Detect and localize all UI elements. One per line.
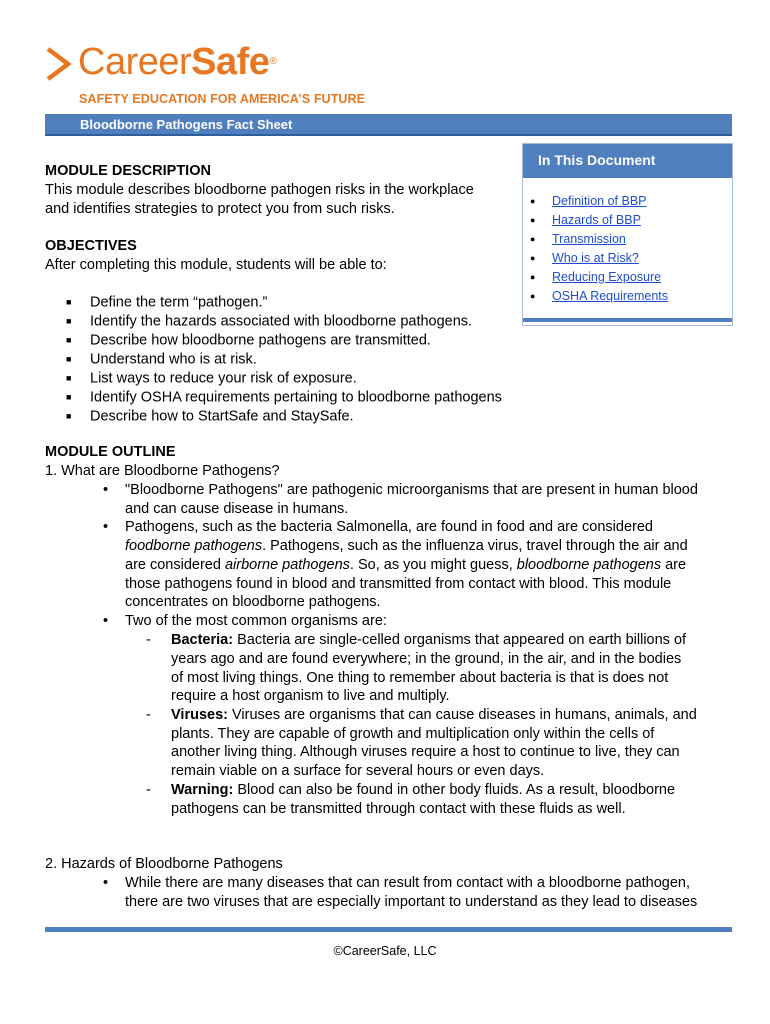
bullet-icon: ● [530, 253, 536, 264]
dash-icon: - [146, 782, 151, 798]
outline-text: those pathogens found in blood and transmitted from contact with blood. This module [125, 576, 672, 592]
outline-text: Viruses: Viruses are organisms that can cause diseases in humans, animals, and [171, 707, 697, 723]
outline-text: foodborne pathogens. Pathogens, such as the influenza virus, travel through the air and [125, 538, 688, 554]
toc-link-reducing-exposure[interactable]: Reducing Exposure [552, 270, 662, 284]
square-bullet-icon: ■ [66, 373, 72, 383]
outline-text: years ago and are found everywhere; in the ground, in the air, and in the bodies [171, 651, 682, 667]
bullet-icon: ● [530, 272, 536, 283]
outline-text: another living thing. Although viruses require a host to continue to live, they can [171, 744, 680, 760]
module-description-heading: MODULE DESCRIPTION [45, 163, 211, 179]
toc-link-who-at-risk[interactable]: Who is at Risk? [552, 251, 639, 265]
bullet-icon: • [103, 875, 109, 891]
brand-name-safe: Safe [191, 41, 270, 83]
objective-item: ■ Understand who is at risk. [66, 351, 257, 368]
square-bullet-icon: ■ [66, 392, 72, 402]
outline-section-title: 2. Hazards of Bloodborne Pathogens [45, 856, 283, 872]
registered-mark: ® [269, 56, 277, 67]
square-bullet-icon: ■ [66, 411, 72, 421]
brand-tagline: SAFETY EDUCATION FOR AMERICA’S FUTURE [79, 92, 366, 106]
objectives-heading: OBJECTIVES [45, 238, 137, 254]
outline-text: and can cause disease in humans. [125, 501, 349, 517]
document-title: Bloodborne Pathogens Fact Sheet [80, 117, 293, 132]
module-outline-heading: MODULE OUTLINE [45, 444, 176, 460]
toc-item [530, 287, 668, 306]
outline-text: plants. They are capable of growth and multiplication only within the cells of [171, 726, 655, 742]
in-this-document-heading: In This Document [538, 152, 656, 168]
brand-logo [78, 40, 276, 84]
outline-text: Warning: Blood can also be found in other body fluids. As a result, bloodborne [171, 782, 676, 798]
outline-text: of most living things. One thing to remember about bacteria is that is does not [171, 670, 669, 686]
objective-item: ■ Define the term “pathogen.” [66, 294, 268, 311]
module-description-line: This module describes bloodborne pathogen risks in the workplace [45, 182, 474, 198]
outline-text: Two of the most common organisms are: [125, 613, 387, 629]
outline-text: are considered airborne pathogens. So, as you might guess, bloodborne pathogens are [125, 557, 687, 573]
objective-item: ■ Describe how to StartSafe and StaySafe. [66, 408, 354, 425]
bullet-icon: • [103, 482, 109, 498]
square-bullet-icon: ■ [66, 297, 72, 307]
chevron-logo-icon [44, 46, 74, 82]
bullet-icon: ● [530, 291, 536, 302]
toc-link-osha[interactable]: OSHA Requirements [552, 289, 669, 303]
objectives-intro: After completing this module, students will be able to: [45, 257, 387, 273]
outline-text: concentrates on bloodborne pathogens. [125, 594, 381, 610]
square-bullet-icon: ■ [66, 354, 72, 364]
dash-icon: - [146, 632, 151, 648]
toc-list [530, 192, 668, 306]
outline-text: require a host organism to live and multiply. [171, 688, 450, 704]
square-bullet-icon: ■ [66, 316, 72, 326]
footer-copyright: ©CareerSafe, LLC [333, 944, 437, 958]
toc-link-transmission[interactable]: Transmission [552, 232, 626, 246]
toc-item [530, 268, 668, 287]
outline-text: "Bloodborne Pathogens" are pathogenic microorganisms that are present in human blood [125, 482, 698, 498]
outline-text: Bacteria: Bacteria are single-celled organisms that appeared on earth billions of [171, 632, 687, 648]
outline-text: Pathogens, such as the bacteria Salmonella, are found in food and are considered [125, 519, 653, 535]
in-this-document-footer-bar [523, 318, 732, 322]
outline-text: While there are many diseases that can result from contact with a bloodborne pathogen, [125, 875, 691, 891]
toc-item [530, 230, 668, 249]
bullet-icon: ● [530, 196, 536, 207]
objective-item: ■ List ways to reduce your risk of exposure. [66, 370, 357, 387]
toc-item [530, 192, 668, 211]
bullet-icon: • [103, 519, 109, 535]
bullet-icon: ● [530, 215, 536, 226]
bullet-icon: ● [530, 234, 536, 245]
toc-item [530, 249, 668, 268]
outline-text: remain viable on a surface for several hours or even days. [171, 763, 545, 779]
toc-link-definition[interactable]: Definition of BBP [552, 194, 647, 208]
brand-name-career: Career [78, 41, 192, 83]
module-description-line: and identifies strategies to protect you from such risks. [45, 201, 395, 217]
dash-icon: - [146, 707, 151, 723]
toc-item [530, 211, 668, 230]
outline-section-title: 1. What are Bloodborne Pathogens? [45, 463, 280, 479]
bullet-icon: • [103, 613, 109, 629]
objective-item: ■ Identify the hazards associated with bloodborne pathogens. [66, 313, 473, 330]
footer-rule [45, 927, 732, 932]
toc-link-hazards[interactable]: Hazards of BBP [552, 213, 641, 227]
objective-item: ■ Identify OSHA requirements pertaining to bloodborne pathogens [66, 389, 502, 406]
outline-text: there are two viruses that are especially important to understand as they lead to diseases [125, 894, 698, 910]
square-bullet-icon: ■ [66, 335, 72, 345]
outline-text: pathogens can be transmitted through contact with these fluids as well. [171, 801, 626, 817]
objective-item: ■ Describe how bloodborne pathogens are transmitted. [66, 332, 431, 349]
